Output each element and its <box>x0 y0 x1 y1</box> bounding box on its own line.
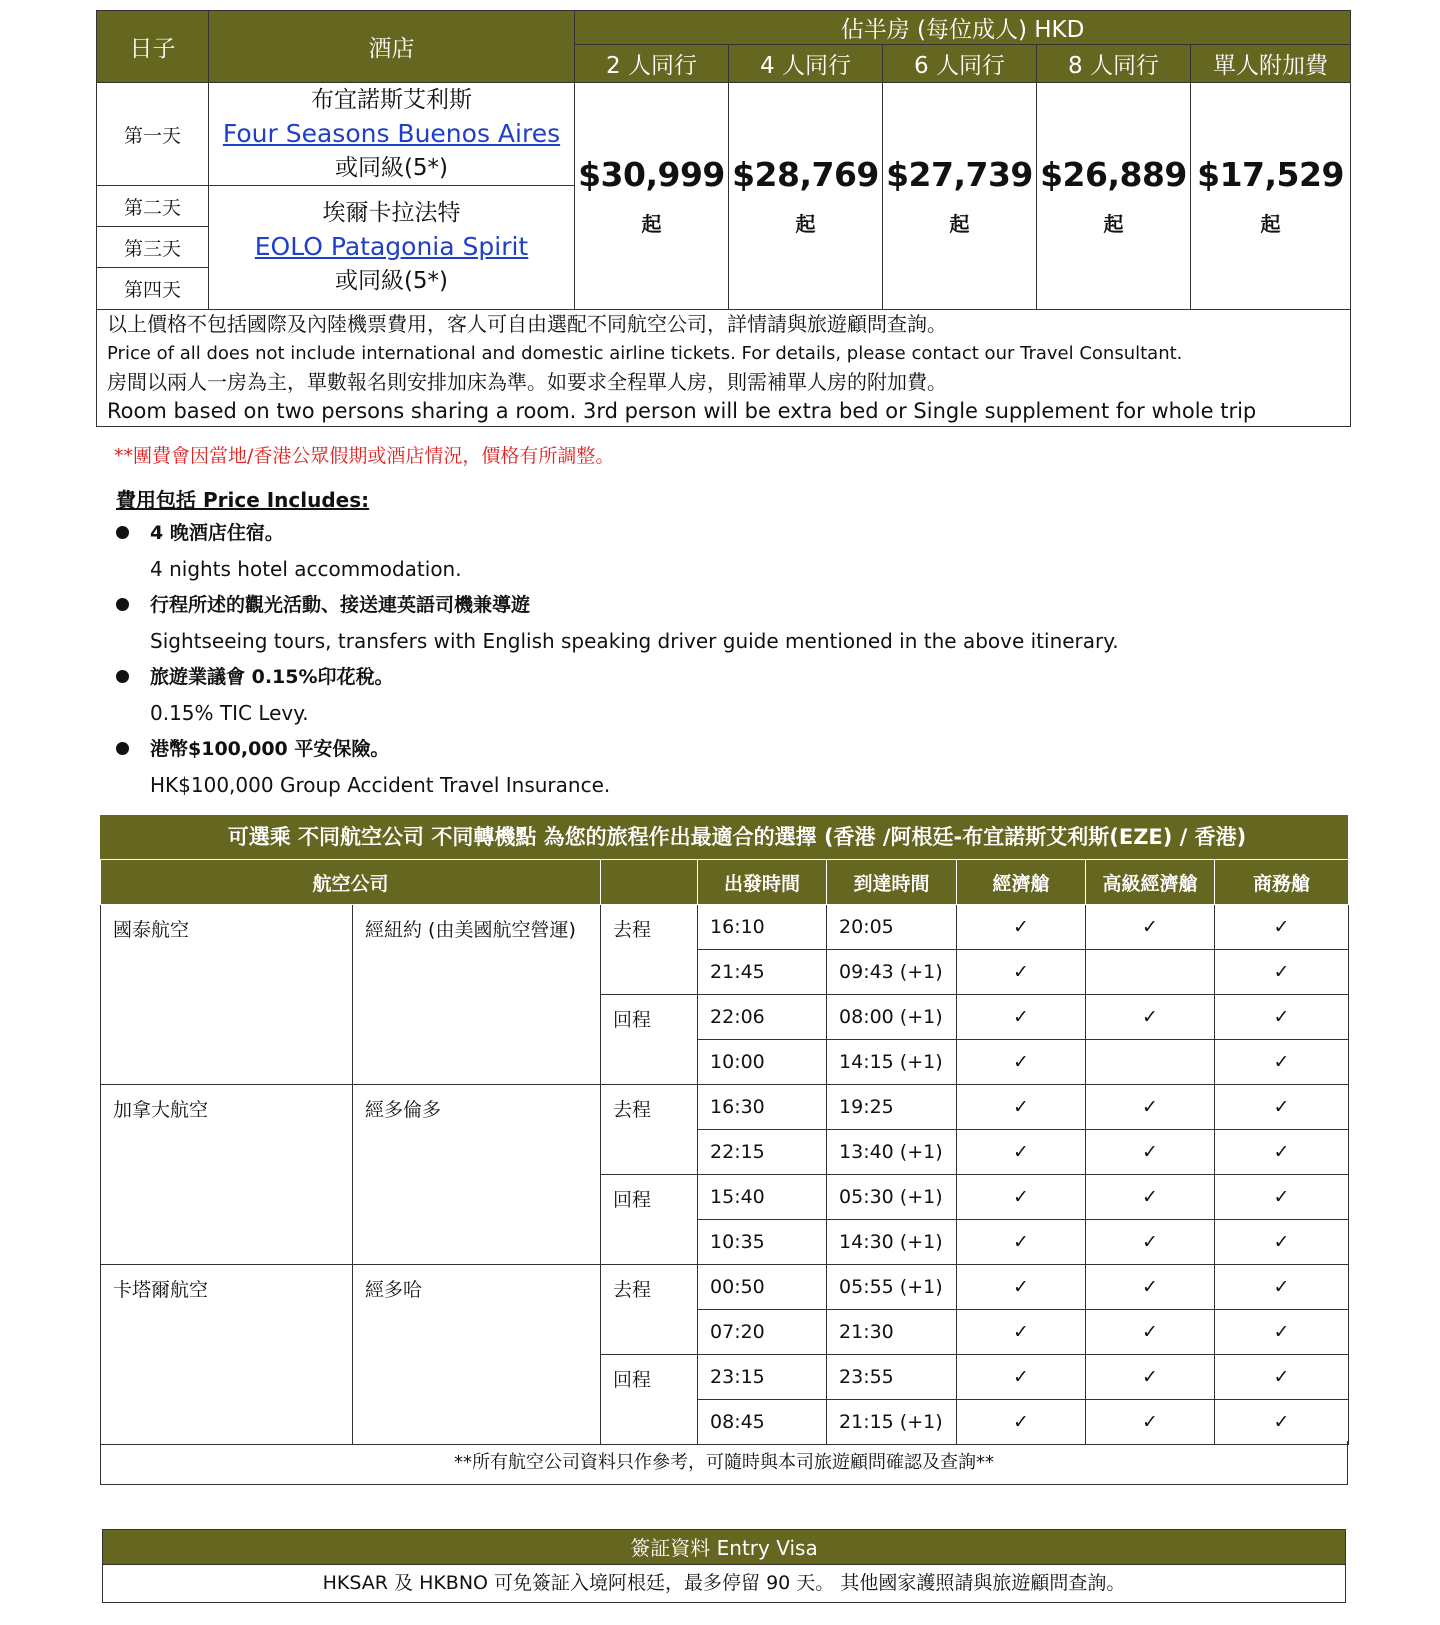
return-label: 回程 <box>601 1175 698 1265</box>
economy-check-icon: ✓ <box>957 950 1086 995</box>
premium-check-icon <box>1086 950 1215 995</box>
price-from-label: 起 <box>795 212 816 236</box>
hotel-2-name-zh: 埃爾卡拉法特 <box>322 200 461 226</box>
business-check-icon: ✓ <box>1215 1085 1349 1130</box>
premium-check-icon: ✓ <box>1086 1175 1215 1220</box>
holiday-remark: **團費會因當地/香港公眾假期或酒店情況，價格有所調整。 <box>114 445 615 467</box>
day-1: 第一天 <box>97 83 209 186</box>
include-zh: 行程所述的觀光活動、接送連英語司機兼導遊 <box>150 594 531 616</box>
economy-check-icon: ✓ <box>957 995 1086 1040</box>
note-line: Room based on two persons sharing a room. 3rd person will be extra bed or Single supplement for whole trip <box>107 399 1257 423</box>
airline-route: 經紐約 (由美國航空營運) <box>353 905 601 1085</box>
price-value: $30,999 <box>578 155 725 194</box>
col-2-persons: 2 人同行 <box>575 45 729 83</box>
premium-check-icon: ✓ <box>1086 1355 1215 1400</box>
price-value: $28,769 <box>732 155 879 194</box>
bullet-icon <box>116 598 129 611</box>
price-single-supplement <box>1191 83 1351 310</box>
hotel-1-name-zh: 布宜諾斯艾利斯 <box>311 86 472 113</box>
depart-time: 22:06 <box>698 995 827 1040</box>
arrive-time: 09:43 (+1) <box>827 950 957 995</box>
economy-check-icon: ✓ <box>957 1400 1086 1445</box>
include-zh: 港幣$100,000 平安保險。 <box>150 738 390 760</box>
return-label: 回程 <box>601 995 698 1085</box>
economy-check-icon: ✓ <box>957 1220 1086 1265</box>
hotel-1 <box>209 83 575 186</box>
depart-time: 00:50 <box>698 1265 827 1310</box>
premium-check-icon: ✓ <box>1086 1085 1215 1130</box>
day-2: 第二天 <box>97 186 209 227</box>
price-6-persons <box>883 83 1037 310</box>
business-check-icon: ✓ <box>1215 1175 1349 1220</box>
airline-name: 加拿大航空 <box>101 1085 353 1265</box>
list-item <box>116 592 1316 664</box>
price-group-header: 佔半房 (每位成人) HKD <box>575 11 1351 45</box>
visa-text: HKSAR 及 HKBNO 可免簽証入境阿根廷，最多停留 90 天。 其他國家護照請與旅遊顧問查詢。 <box>102 1565 1346 1603</box>
depart-time: 15:40 <box>698 1175 827 1220</box>
airline-options-title: 可選乘 不同航空公司 不同轉機點 為您的旅程作出最適合的選擇 (香港 /阿根廷-布宜諾斯艾利斯(EZE) / 香港) <box>100 815 1348 859</box>
business-check-icon: ✓ <box>1215 1400 1349 1445</box>
include-en: HK$100,000 Group Accident Travel Insurance. <box>150 773 611 797</box>
airline-name: 卡塔爾航空 <box>101 1265 353 1445</box>
hotel-2-grade: 或同級(5*) <box>334 268 449 294</box>
include-en: 4 nights hotel accommodation. <box>150 557 462 581</box>
arrive-time: 20:05 <box>827 905 957 950</box>
col-single-supplement: 單人附加費 <box>1191 45 1351 83</box>
depart-time: 08:45 <box>698 1400 827 1445</box>
depart-time: 10:00 <box>698 1040 827 1085</box>
bullet-icon <box>116 670 129 683</box>
price-from-label: 起 <box>1260 212 1281 236</box>
depart-time: 16:10 <box>698 905 827 950</box>
airline-name: 國泰航空 <box>101 905 353 1085</box>
include-en: Sightseeing tours, transfers with English speaking driver guide mentioned in the above itinerary. <box>150 629 1119 653</box>
premium-check-icon: ✓ <box>1086 995 1215 1040</box>
depart-header: 出發時間 <box>698 860 827 905</box>
economy-check-icon: ✓ <box>957 1265 1086 1310</box>
premium-check-icon: ✓ <box>1086 1265 1215 1310</box>
price-value: $26,889 <box>1040 155 1187 194</box>
col-6-persons: 6 人同行 <box>883 45 1037 83</box>
hotel-1-grade: 或同級(5*) <box>334 154 449 181</box>
price-value: $17,529 <box>1197 155 1344 194</box>
business-check-icon: ✓ <box>1215 950 1349 995</box>
airline-footnote: **所有航空公司資料只作參考，可隨時與本司旅遊顧問確認及查詢** <box>100 1441 1348 1485</box>
arrive-time: 21:15 (+1) <box>827 1400 957 1445</box>
depart-time: 07:20 <box>698 1310 827 1355</box>
business-header: 商務艙 <box>1215 860 1349 905</box>
depart-time: 10:35 <box>698 1220 827 1265</box>
col-4-persons: 4 人同行 <box>729 45 883 83</box>
depart-time: 21:45 <box>698 950 827 995</box>
arrive-time: 23:55 <box>827 1355 957 1400</box>
price-4-persons <box>729 83 883 310</box>
depart-time: 23:15 <box>698 1355 827 1400</box>
note-line: 以上價格不包括國際及內陸機票費用，客人可自由選配不同航空公司，詳情請與旅遊顧問查詢。 <box>107 312 947 336</box>
note-line: 房間以兩人一房為主，單數報名則安排加床為準。如要求全程單人房，則需補單人房的附加費。 <box>107 370 947 394</box>
economy-check-icon: ✓ <box>957 1175 1086 1220</box>
direction-header <box>601 860 698 905</box>
business-check-icon: ✓ <box>1215 1040 1349 1085</box>
hotel-2-link[interactable]: EOLO Patagonia Spirit <box>254 232 529 261</box>
arrive-time: 14:30 (+1) <box>827 1220 957 1265</box>
table-row <box>101 905 1349 950</box>
economy-check-icon: ✓ <box>957 1310 1086 1355</box>
day-4: 第四天 <box>97 268 209 310</box>
table-row <box>101 1085 1349 1130</box>
airline-rows <box>101 905 1349 1445</box>
list-item <box>116 664 1316 736</box>
business-check-icon: ✓ <box>1215 995 1349 1040</box>
airline-header: 航空公司 <box>101 860 601 905</box>
premium-check-icon: ✓ <box>1086 905 1215 950</box>
economy-check-icon: ✓ <box>957 905 1086 950</box>
premium-header: 高級經濟艙 <box>1086 860 1215 905</box>
arrive-time: 14:15 (+1) <box>827 1040 957 1085</box>
business-check-icon: ✓ <box>1215 1265 1349 1310</box>
bullet-icon <box>116 742 129 755</box>
price-value: $27,739 <box>886 155 1033 194</box>
day-3: 第三天 <box>97 227 209 268</box>
arrive-time: 19:25 <box>827 1085 957 1130</box>
premium-check-icon: ✓ <box>1086 1400 1215 1445</box>
include-en: 0.15% TIC Levy. <box>150 701 309 725</box>
business-check-icon: ✓ <box>1215 905 1349 950</box>
price-from-label: 起 <box>641 212 662 236</box>
price-notes <box>97 310 1351 427</box>
depart-time: 22:15 <box>698 1130 827 1175</box>
includes-title: 費用包括 Price Includes: <box>116 488 370 512</box>
premium-check-icon: ✓ <box>1086 1310 1215 1355</box>
economy-check-icon: ✓ <box>957 1040 1086 1085</box>
col-8-persons: 8 人同行 <box>1037 45 1191 83</box>
airline-table <box>100 859 1349 1445</box>
airline-route: 經多倫多 <box>353 1085 601 1265</box>
note-line: Price of all does not include international and domestic airline tickets. For details, please contact our Travel Consultant. <box>107 343 1183 364</box>
hotel-header: 酒店 <box>209 11 575 83</box>
visa-title: 簽証資料 Entry Visa <box>102 1529 1346 1565</box>
list-item <box>116 736 1316 808</box>
business-check-icon: ✓ <box>1215 1310 1349 1355</box>
outbound-label: 去程 <box>601 1085 698 1175</box>
arrive-time: 05:55 (+1) <box>827 1265 957 1310</box>
include-zh: 旅遊業議會 0.15%印花稅。 <box>150 666 394 688</box>
arrive-time: 05:30 (+1) <box>827 1175 957 1220</box>
arrive-time: 13:40 (+1) <box>827 1130 957 1175</box>
bullet-icon <box>116 526 129 539</box>
hotel-1-link[interactable]: Four Seasons Buenos Aires <box>222 118 561 148</box>
economy-check-icon: ✓ <box>957 1355 1086 1400</box>
economy-header: 經濟艙 <box>957 860 1086 905</box>
arrive-time: 08:00 (+1) <box>827 995 957 1040</box>
arrive-time: 21:30 <box>827 1310 957 1355</box>
arrive-header: 到達時間 <box>827 860 957 905</box>
outbound-label: 去程 <box>601 905 698 995</box>
price-table <box>96 10 1351 427</box>
list-item <box>116 520 1316 592</box>
depart-time: 16:30 <box>698 1085 827 1130</box>
business-check-icon: ✓ <box>1215 1130 1349 1175</box>
premium-check-icon <box>1086 1040 1215 1085</box>
airline-route: 經多哈 <box>353 1265 601 1445</box>
outbound-label: 去程 <box>601 1265 698 1355</box>
return-label: 回程 <box>601 1355 698 1445</box>
business-check-icon: ✓ <box>1215 1355 1349 1400</box>
premium-check-icon: ✓ <box>1086 1130 1215 1175</box>
table-row <box>101 1265 1349 1310</box>
price-from-label: 起 <box>949 212 970 236</box>
business-check-icon: ✓ <box>1215 1220 1349 1265</box>
price-8-persons <box>1037 83 1191 310</box>
includes-list <box>116 520 1316 808</box>
include-zh: 4 晚酒店住宿。 <box>150 522 284 544</box>
day-header: 日子 <box>97 11 209 83</box>
economy-check-icon: ✓ <box>957 1085 1086 1130</box>
price-from-label: 起 <box>1103 212 1124 236</box>
economy-check-icon: ✓ <box>957 1130 1086 1175</box>
premium-check-icon: ✓ <box>1086 1220 1215 1265</box>
hotel-2 <box>209 186 575 310</box>
price-2-persons <box>575 83 729 310</box>
